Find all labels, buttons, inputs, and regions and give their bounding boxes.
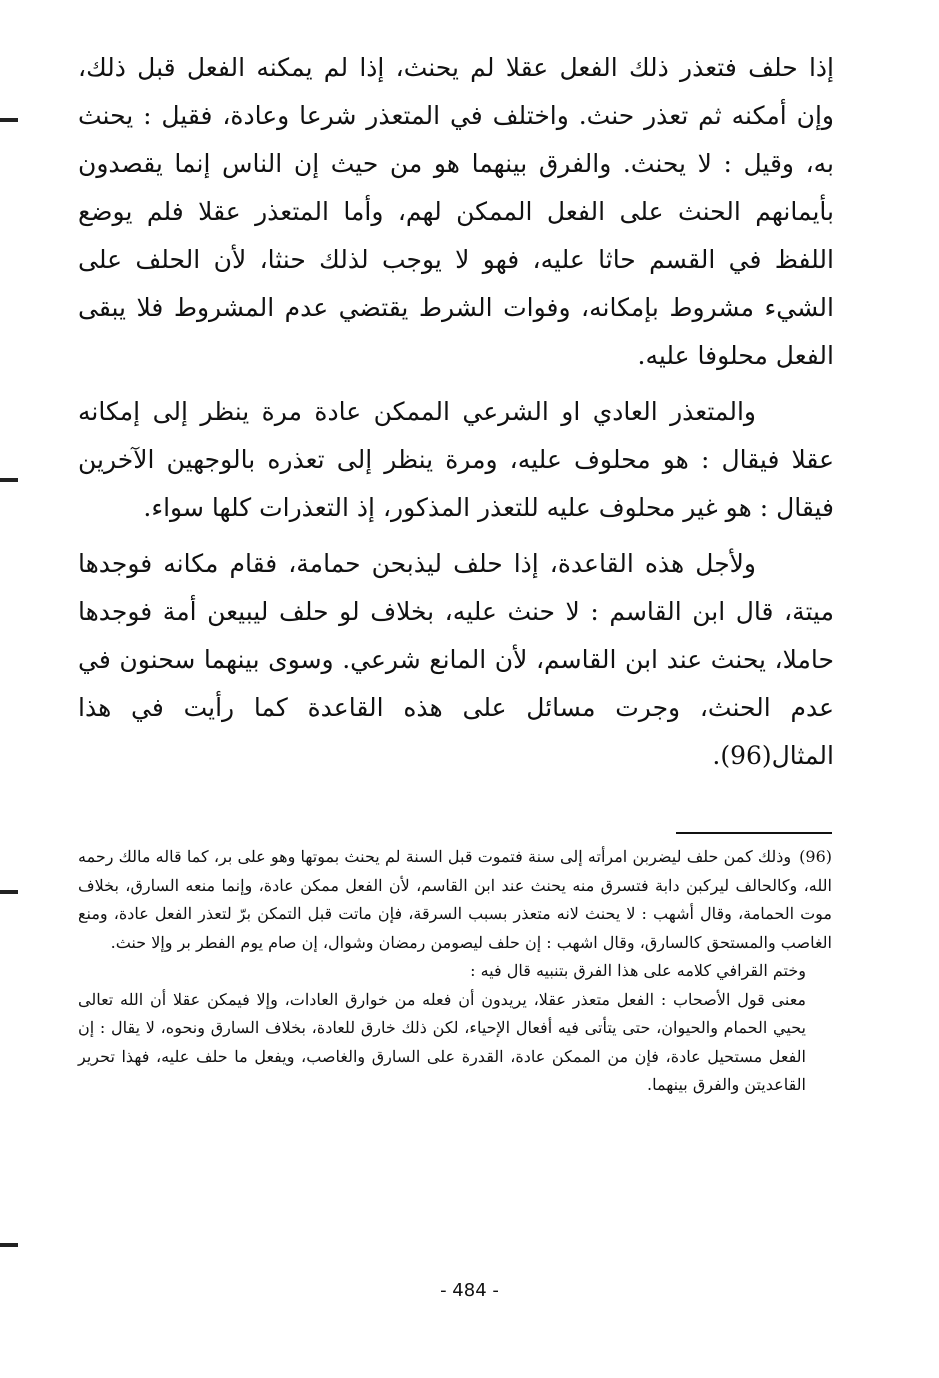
main-paragraph-1: إذا حلف فتعذر ذلك الفعل عقلا لم يحنث، إذا لم يمكنه الفعل قبل ذلك، وإن أمكنه ثم تعذر حنث. واختلف في المتعذر شرعا وعادة، فقيل : يحنث به، وقيل : لا يحنث. والفرق بينهما هو من حيث إن الناس إنما يقصدون بأيمانهم الحنث على الفعل الممكن لهم، وأما المتعذر عقلا فلم يوضع اللفظ في القسم حاثا عليه، فهو لا يوجب لذلك حنثا، لأن الحلف على الشيء مشروط بإمكانه، وفوات الشرط يقتضي عدم المشروط فلا يبقى الفعل محلوفا عليه. bbox=[78, 53, 834, 370]
footnote-text-1: وذلك كمن حلف ليضربن امرأته إلى سنة فتموت قبل السنة لم يحنث بموتها وهو على بر، كما قاله مالك رحمه الله، وكالحالف ليركبن دابة فتسرق منه يحنث عند ابن القاسم، لأن الفعل ممكن عادة، وإنما منعه السارق، بخلاف موت الحمامة، وقال أشهب : لا يحنث لانه متعذر بسبب السرقة، فإن ماتت قبل التمكن برّ لتعذر الفعل عادة، ومنع الغاصب والمستحق كالسارق، وقال اشهب : إن حلف ليصومن رمضان وشوال، إن صام يوم الفطر بر وإلا حنث. bbox=[78, 847, 832, 952]
main-paragraph-2: والمتعذر العادي او الشرعي الممكن عادة مرة ينظر إلى إمكانه عقلا فيقال : هو محلوف عليه، ومرة ينظر إلى تعذره بالوجهين الآخرين فيقال : هو غير محلوف عليه للتعذر المذكور، إذ التعذرات كلها سواء. bbox=[78, 397, 834, 522]
footnote-paragraph-2: وختم القرافي كلامه على هذا الفرق بتنبيه قال فيه : bbox=[470, 961, 806, 980]
page-number: - 484 - bbox=[440, 1280, 499, 1301]
footnote-paragraph-1 bbox=[78, 843, 832, 957]
main-text bbox=[78, 44, 834, 788]
footnote-paragraph-3: معنى قول الأصحاب : الفعل متعذر عقلا، يريدون أن فعله من خوارق العادات، وإلا فيمكن عقلا أن الله تعالى يحيي الحمام والحيوان، حتى يتأتى فيه أفعال الإحياء، لكن ذلك خارق للعادة، بخلاف السارق ونحوه، لا يقال : إن الفعل مستحيل عادة، فإن من الممكن عادة، القدرة على السارق والغاصب، ويفعل ما حلف عليه، فهذا تحرير القاعديتن والفرق بينهما. bbox=[78, 989, 806, 1094]
margin-mark bbox=[0, 118, 18, 122]
main-paragraph-3: ولأجل هذه القاعدة، إذا حلف ليذبحن حمامة، فقام مكانه فوجدها ميتة، قال ابن القاسم : لا حنث عليه، بخلاف لو حلف ليبيعن أمة فوجدها حاملا، يحنث عند ابن القاسم، لأن المانع شرعي. وسوى بينهما سحنون في عدم الحنث، وجرت مسائل على هذه القاعدة كما رأيت في هذا المثال(96). bbox=[78, 549, 834, 770]
footnote-separator bbox=[676, 832, 832, 834]
footnotes bbox=[78, 843, 832, 1100]
margin-mark bbox=[0, 1243, 18, 1247]
margin-mark bbox=[0, 890, 18, 894]
margin-mark bbox=[0, 478, 18, 482]
footnote-number: (96) bbox=[799, 847, 832, 866]
